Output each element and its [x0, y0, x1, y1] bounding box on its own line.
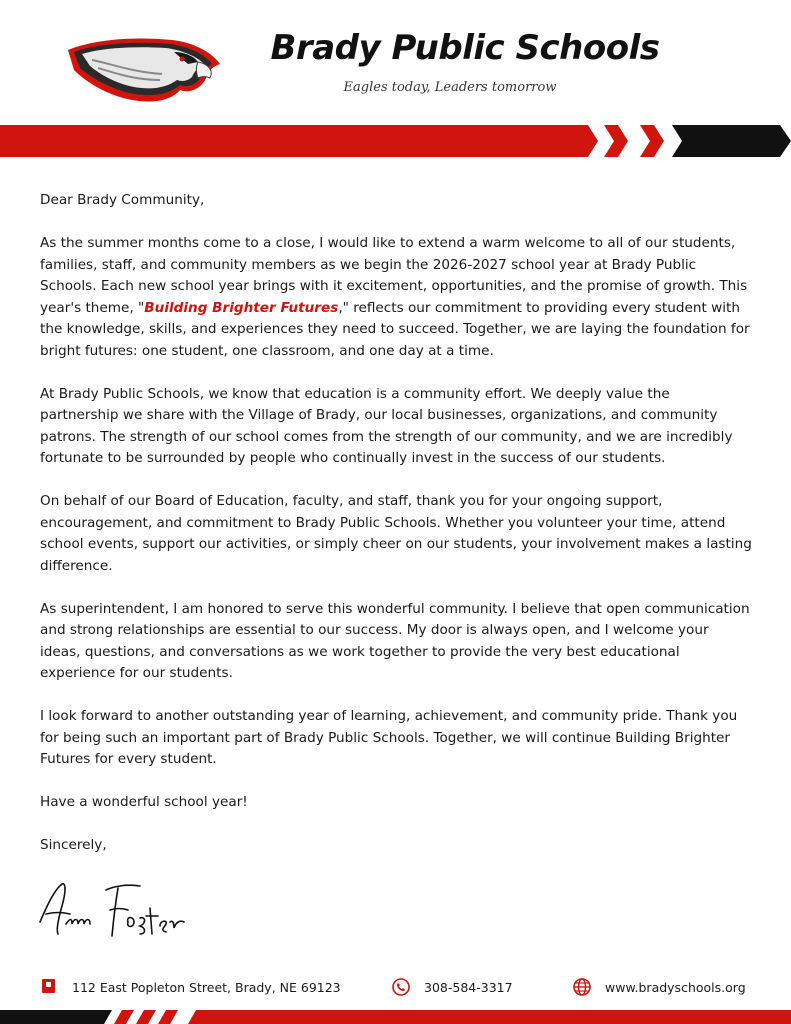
location-pin-icon — [40, 978, 58, 996]
paragraph-welcome-text-2: ," reflects our commitment to providing every student with the knowledge, skills, and experiences they need to succeed. Together, we are laying the foundation for bright futures: one student, one classroom, and one day at a time. — [40, 299, 750, 359]
footer-address-text: 112 East Popleton Street, Brady, NE 69123 — [72, 979, 341, 995]
school-name: Brady Public Schools — [270, 28, 660, 68]
closing-wish: Have a wonderful school year! — [40, 794, 248, 810]
paragraph-outlook: I look forward to another outstanding year of learning, achievement, and community pride. Thank you for being such an important part of Brady Public Schools. Together, we will continue Building Brighter Futures for every student. — [40, 708, 738, 767]
footer-phone-text: 308-584-3317 — [424, 979, 513, 995]
sign-off: Sincerely, — [40, 837, 107, 853]
eagle-head-logo — [62, 30, 224, 106]
letterhead — [0, 0, 791, 170]
footer-address — [40, 976, 341, 998]
paragraph-thanks: On behalf of our Board of Education, faculty, and staff, thank you for your ongoing support, encouragement, and commitment to Brady Public Schools. Whether you volunteer your time, attend school events, support our activities, or simply cheer on our students, your involvement makes a lasting difference. — [40, 493, 752, 574]
footer-website-link[interactable]: www.bradyschools.org — [605, 979, 746, 995]
paragraph-welcome-text-1: As the summer months come to a close, I would like to extend a warm welcome to all of our students, families, staff, and community members as we begin the 2026-2027 school year at Brady Public Schools. Each new school year brings with it excitement, opportunities, and the promise of growth. This year's theme, " — [40, 235, 748, 316]
globe-icon — [573, 978, 591, 996]
signature — [36, 878, 196, 942]
salutation: Dear Brady Community, — [40, 192, 205, 208]
school-motto: Eagles today, Leaders tomorrow — [343, 80, 557, 95]
paragraph-superintendent: As superintendent, I am honored to serve this wonderful community. I believe that open communication and strong relationships are essential to our success. My door is always open, and I welcome your ideas, questions, and conversations as we work together to provide the very best educational experience for our students. — [40, 600, 750, 681]
paragraph-community: At Brady Public Schools, we know that education is a community effort. We deeply value the partnership we share with the Village of Brady, our local businesses, organizations, and community patrons. The strength of our school comes from the strength of our community, and we are incredibly fortunate to be surrounded by people who continually invest in the success of our students. — [40, 385, 733, 466]
phone-icon — [392, 978, 410, 996]
letter-body — [40, 190, 752, 878]
theme-highlight: Building Brighter Futures — [144, 299, 339, 316]
paragraph-welcome — [40, 233, 752, 362]
footer-banner — [0, 1004, 791, 1024]
header-banner — [0, 122, 791, 160]
footer-website[interactable] — [573, 976, 746, 998]
footer-phone — [392, 976, 513, 998]
